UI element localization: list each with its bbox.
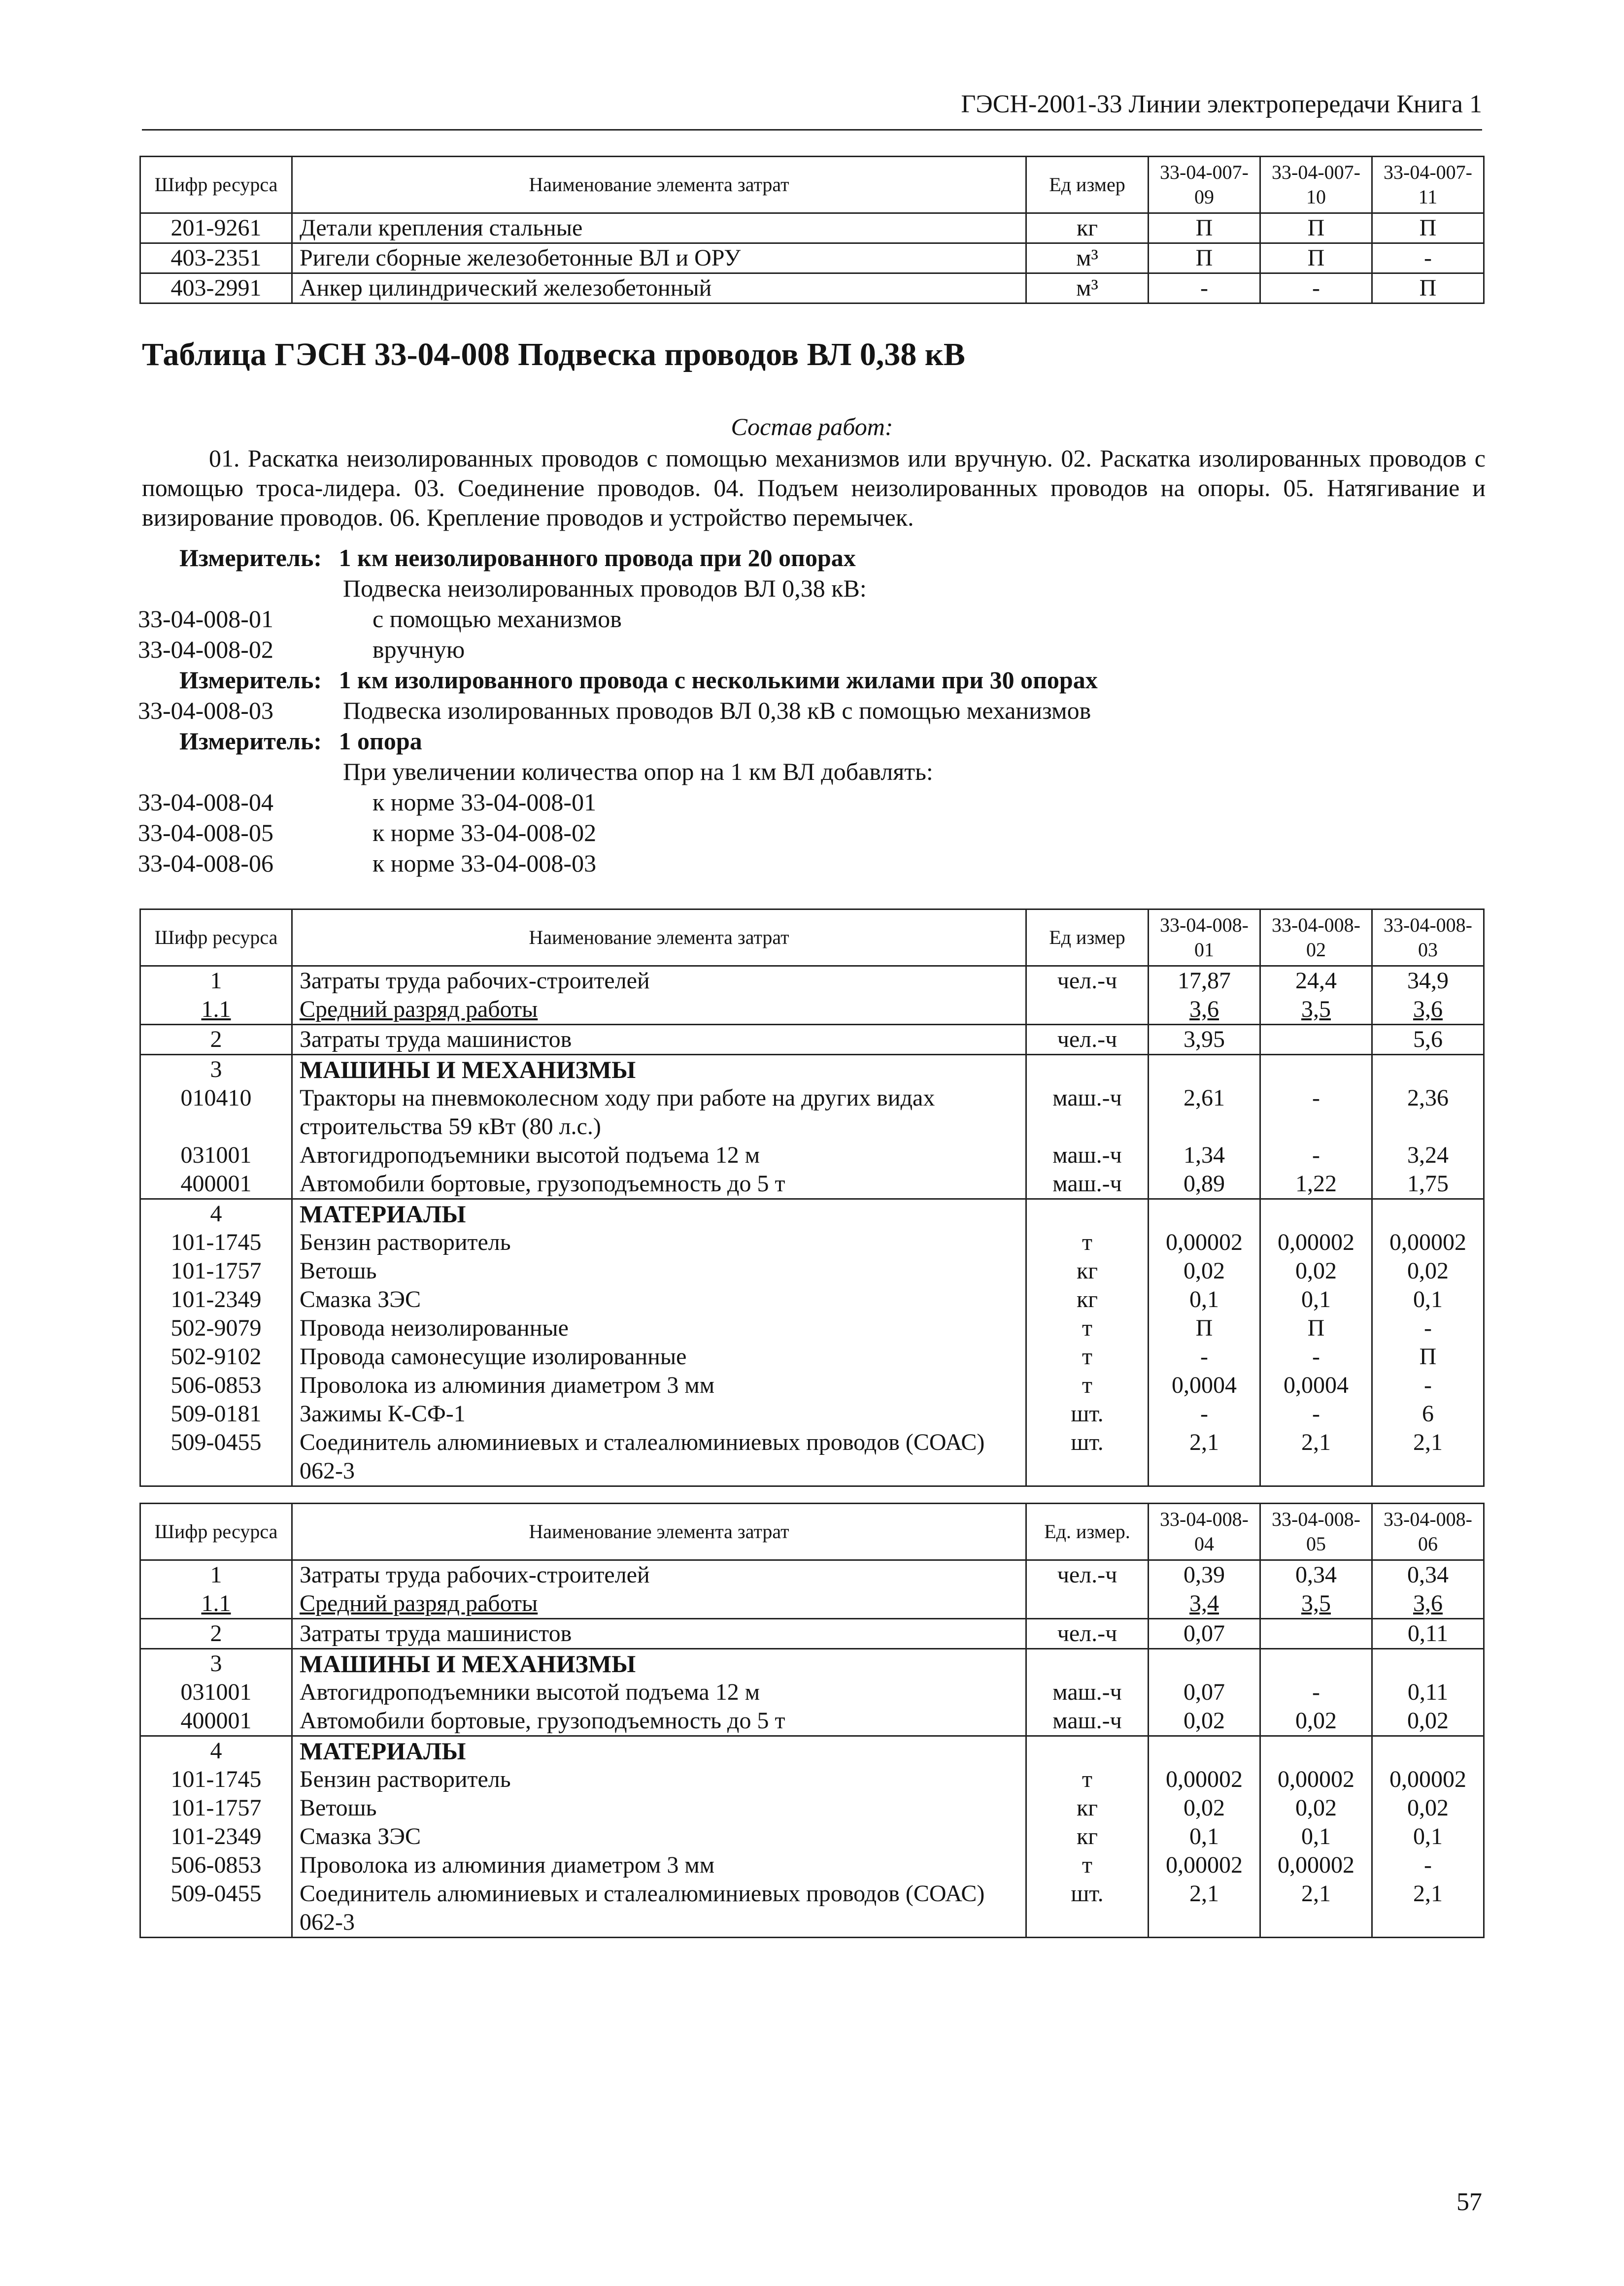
header-rule [142,129,1482,131]
col-header-code: Шифр ресурса [140,157,292,213]
norm-value-cell: 3,24 [1372,1141,1484,1170]
norm-value-cell: 0,00002 [1260,1228,1372,1257]
norm-value-cell: 0,0004 [1260,1371,1372,1400]
norm-value-cell: 17,87 [1149,966,1260,996]
resource-code-cell: 031001 [140,1678,292,1707]
col-header-norm: 33-04-008-02 [1260,909,1372,966]
norm-value-cell: 0,11 [1372,1619,1484,1649]
col-header-norm: 33-04-008-04 [1149,1504,1260,1560]
unit-cell: кг [1026,1285,1149,1314]
resource-name-cell: Тракторы на пневмоколесном ходу при работе на других видах строительства 59 кВт (80 л.с.) [292,1084,1026,1141]
resource-name-cell: МАШИНЫ И МЕХАНИЗМЫ [292,1649,1026,1679]
col-header-norm: 33-04-007-10 [1260,157,1372,213]
table-row [140,1589,1484,1619]
table-row [140,1170,1484,1199]
resource-code-cell: 3 [140,1055,292,1084]
unit-cell: маш.-ч [1026,1084,1149,1141]
running-header: ГЭСН-2001-33 Линии электропередачи Книга 1 [961,90,1482,118]
table-row [140,1794,1484,1822]
resource-name-cell: Соединитель алюминиевых и сталеалюминиевых проводов (СОАС) 062-3 [292,1428,1026,1486]
resource-name-cell: Затраты труда машинистов [292,1025,1026,1055]
norm-description: к норме 33-04-008-02 [372,819,597,846]
norm-value-cell [1260,1736,1372,1766]
norm-code: 33-04-008-03 [138,697,273,724]
table-body [140,966,1484,1486]
norm-value-cell: - [1260,1141,1372,1170]
norm-value-cell: 0,07 [1149,1678,1260,1707]
norm-code: 33-04-008-01 [138,605,273,633]
meter-label: Измеритель: [179,727,322,755]
resource-name-cell: Смазка ЗЭС [292,1822,1026,1851]
norm-value-cell: 0,1 [1260,1285,1372,1314]
group-heading: Подвеска неизолированных проводов ВЛ 0,38 кВ: [343,574,867,602]
col-header-code: Шифр ресурса [140,1504,292,1560]
resource-name-cell: Смазка ЗЭС [292,1285,1026,1314]
resource-name-cell: Провода неизолированные [292,1314,1026,1343]
norm-value-cell: 0,00002 [1372,1228,1484,1257]
norm-value-cell [1372,1199,1484,1229]
unit-cell: шт. [1026,1400,1149,1428]
norm-value-cell: П [1260,243,1372,273]
unit-cell: м³ [1026,273,1149,303]
norm-value-cell: 24,4 [1260,966,1372,996]
resource-name-cell: Автогидроподъемники высотой подъема 12 м [292,1141,1026,1170]
norm-value-cell: - [1260,1084,1372,1141]
norm-value-cell: 2,61 [1149,1084,1260,1141]
table-row [140,1084,1484,1141]
meter-value: 1 км изолированного провода с несколькими жилами при 30 опорах [338,666,1098,694]
norm-value-cell: 3,6 [1372,1589,1484,1619]
norm-value-cell: 0,39 [1149,1560,1260,1590]
unit-cell: чел.-ч [1026,1560,1149,1590]
resource-code-cell: 1 [140,966,292,996]
unit-cell [1026,995,1149,1025]
resource-code-cell: 502-9079 [140,1314,292,1343]
composition-label: Состав работ: [731,413,893,440]
meter-line-1 [179,543,856,572]
norm-description: к норме 33-04-008-03 [372,849,597,877]
table-row [140,1619,1484,1649]
table-row [140,213,1484,243]
norm-value-cell: 0,00002 [1149,1228,1260,1257]
norm-value-cell: 0,07 [1149,1619,1260,1649]
resource-name-cell: Бензин растворитель [292,1228,1026,1257]
table-row [140,1851,1484,1880]
col-header-name: Наименование элемента затрат [292,909,1026,966]
norm-value-cell [1149,1055,1260,1084]
norm-value-cell: 3,6 [1372,995,1484,1025]
unit-cell: т [1026,1851,1149,1880]
norm-value-cell: 2,36 [1372,1084,1484,1141]
col-header-name: Наименование элемента затрат [292,157,1026,213]
unit-cell [1026,1055,1149,1084]
resource-code-cell: 400001 [140,1170,292,1199]
norm-value-cell: 0,11 [1372,1678,1484,1707]
resource-name-cell: Ветошь [292,1794,1026,1822]
norm-value-cell: 0,02 [1149,1707,1260,1736]
resource-code-cell: 101-1745 [140,1765,292,1794]
table-row [140,1371,1484,1400]
resource-code-cell: 1.1 [140,1589,292,1619]
unit-cell: кг [1026,1794,1149,1822]
table-header-row [140,909,1484,966]
norm-value-cell: 0,34 [1372,1560,1484,1590]
table-row [140,1314,1484,1343]
norm-value-cell: 3,5 [1260,1589,1372,1619]
resource-name-cell: МАТЕРИАЛЫ [292,1199,1026,1229]
table-row [140,995,1484,1025]
norm-code: 33-04-008-04 [138,788,273,816]
meter-value: 1 опора [338,727,422,755]
norm-value-cell: - [1149,273,1260,303]
resource-code-cell: 509-0455 [140,1880,292,1938]
norm-value-cell: 2,1 [1372,1880,1484,1938]
norm-value-cell: - [1260,1400,1372,1428]
resource-name-cell: Анкер цилиндрический железобетонный [292,273,1026,303]
norm-value-cell: 0,0004 [1149,1371,1260,1400]
unit-cell [1026,1649,1149,1679]
table-row [140,966,1484,996]
norm-value-cell: П [1260,213,1372,243]
resource-code-cell: 403-2991 [140,273,292,303]
resource-code-cell: 4 [140,1199,292,1229]
table-row [140,1257,1484,1285]
norm-value-cell: 34,9 [1372,966,1484,996]
unit-cell: шт. [1026,1880,1149,1938]
norm-value-cell: 3,4 [1149,1589,1260,1619]
norm-value-cell: П [1260,1314,1372,1343]
norm-value-cell: 0,1 [1149,1822,1260,1851]
col-header-name: Наименование элемента затрат [292,1504,1026,1560]
unit-cell: т [1026,1765,1149,1794]
resource-name-cell: МАТЕРИАЛЫ [292,1736,1026,1766]
resource-name-cell: Затраты труда рабочих-строителей [292,966,1026,996]
norm-value-cell: 1,75 [1372,1170,1484,1199]
unit-cell: кг [1026,1257,1149,1285]
table-row [140,1736,1484,1766]
norm-value-cell: 0,00002 [1149,1851,1260,1880]
norm-value-cell: 3,5 [1260,995,1372,1025]
norm-value-cell: 2,1 [1372,1428,1484,1486]
norm-code: 33-04-008-06 [138,849,273,877]
norm-value-cell [1260,1025,1372,1055]
meter-label: Измеритель: [179,544,322,572]
resource-name-cell: Средний разряд работы [292,1589,1026,1619]
norm-value-cell: - [1372,1851,1484,1880]
resource-code-cell: 101-1757 [140,1257,292,1285]
norm-value-cell: 0,02 [1372,1707,1484,1736]
table-row [140,1765,1484,1794]
norm-value-cell: 0,02 [1149,1794,1260,1822]
col-header-norm: 33-04-008-01 [1149,909,1260,966]
table-row [140,1228,1484,1257]
norm-value-cell: 6 [1372,1400,1484,1428]
norm-value-cell: 5,6 [1372,1025,1484,1055]
resource-name-cell: Ветошь [292,1257,1026,1285]
col-header-unit: Ед измер [1026,909,1149,966]
norm-value-cell: 3,95 [1149,1025,1260,1055]
table-row [140,1678,1484,1707]
norm-value-cell: 0,02 [1260,1707,1372,1736]
table-row [140,1285,1484,1314]
norm-value-cell [1260,1199,1372,1229]
unit-cell: т [1026,1371,1149,1400]
norm-value-cell: 0,1 [1260,1822,1372,1851]
norm-value-cell: 0,1 [1149,1285,1260,1314]
resource-name-cell: Проволока из алюминия диаметром 3 мм [292,1851,1026,1880]
resource-code-cell: 2 [140,1619,292,1649]
norm-value-cell: - [1149,1400,1260,1428]
resource-code-cell: 1.1 [140,995,292,1025]
resource-name-cell: Зажимы К-СФ-1 [292,1400,1026,1428]
resource-table-008-04-06 [139,1503,1485,1938]
norm-value-cell: 0,34 [1260,1560,1372,1590]
table-row [140,1400,1484,1428]
resource-name-cell: Затраты труда рабочих-строителей [292,1560,1026,1590]
table-row [140,1707,1484,1736]
resource-code-cell: 101-2349 [140,1822,292,1851]
norm-value-cell [1372,1055,1484,1084]
table-header-row [140,157,1484,213]
norm-value-cell: П [1372,213,1484,243]
unit-cell [1026,1736,1149,1766]
norm-value-cell: 2,1 [1149,1428,1260,1486]
norm-value-cell: 3,6 [1149,995,1260,1025]
table-row [140,1025,1484,1055]
norm-value-cell: - [1260,1343,1372,1371]
unit-cell: маш.-ч [1026,1707,1149,1736]
unit-cell [1026,1199,1149,1229]
table-title: Таблица ГЭСН 33-04-008 Подвеска проводов ВЛ 0,38 кВ [142,336,965,372]
resource-code-cell: 201-9261 [140,213,292,243]
norm-value-cell: П [1149,1314,1260,1343]
norm-value-cell: - [1372,1314,1484,1343]
norm-value-cell: 0,02 [1372,1794,1484,1822]
norm-description: вручную [372,636,465,663]
page-number: 57 [1456,2188,1482,2216]
unit-cell [1026,1589,1149,1619]
norm-value-cell: - [1260,273,1372,303]
resource-name-cell: Автомобили бортовые, грузоподъемность до 5 т [292,1707,1026,1736]
table-row [140,1199,1484,1229]
resource-name-cell: Провода самонесущие изолированные [292,1343,1026,1371]
unit-cell: кг [1026,213,1149,243]
resource-code-cell: 2 [140,1025,292,1055]
unit-cell: м³ [1026,243,1149,273]
table-body [140,213,1484,303]
table-row [140,273,1484,303]
resource-name-cell: Проволока из алюминия диаметром 3 мм [292,1371,1026,1400]
resource-code-cell: 506-0853 [140,1371,292,1400]
norm-description: Подвеска изолированных проводов ВЛ 0,38 кВ с помощью механизмов [343,697,1091,724]
unit-cell: чел.-ч [1026,1619,1149,1649]
norm-value-cell: 0,00002 [1149,1765,1260,1794]
col-header-code: Шифр ресурса [140,909,292,966]
norm-value-cell [1149,1199,1260,1229]
unit-cell: маш.-ч [1026,1170,1149,1199]
norm-value-cell: 0,02 [1372,1257,1484,1285]
resource-code-cell: 4 [140,1736,292,1766]
col-header-norm: 33-04-008-06 [1372,1504,1484,1560]
norm-description: к норме 33-04-008-01 [372,788,597,816]
norm-value-cell: - [1260,1678,1372,1707]
col-header-unit: Ед измер [1026,157,1149,213]
norm-value-cell: 2,1 [1260,1428,1372,1486]
composition-text: 01. Раскатка неизолированных проводов с помощью механизмов или вручную. 02. Раскатка изолированных проводов с помощью троса-лидера. 03. Соединение проводов. 04. Подъем неизолированных проводов на опоры. 05. Натягивание и визирование проводов. 06. Крепление проводов и устройство перемычек. [142,444,1486,531]
norm-description: с помощью механизмов [372,605,622,633]
unit-cell: маш.-ч [1026,1678,1149,1707]
norm-value-cell: 0,02 [1149,1257,1260,1285]
col-header-norm: 33-04-007-09 [1149,157,1260,213]
meter-line-3 [179,726,422,756]
norm-value-cell: 1,22 [1260,1170,1372,1199]
table-row [140,1822,1484,1851]
norm-value-cell [1260,1649,1372,1679]
unit-cell: кг [1026,1822,1149,1851]
table-row [140,1880,1484,1938]
table-row [140,1055,1484,1084]
norm-value-cell: 2,1 [1149,1880,1260,1938]
meter-label: Измеритель: [179,666,322,694]
norm-code: 33-04-008-02 [138,636,273,663]
norm-value-cell [1260,1055,1372,1084]
norm-value-cell: П [1372,1343,1484,1371]
resource-code-cell: 403-2351 [140,243,292,273]
norm-value-cell: 0,1 [1372,1822,1484,1851]
resource-code-cell: 101-2349 [140,1285,292,1314]
col-header-norm: 33-04-008-03 [1372,909,1484,966]
resource-code-cell: 1 [140,1560,292,1590]
resource-name-cell: Автомобили бортовые, грузоподъемность до 5 т [292,1170,1026,1199]
resource-name-cell: МАШИНЫ И МЕХАНИЗМЫ [292,1055,1026,1084]
table-row [140,1141,1484,1170]
table-row [140,243,1484,273]
col-header-norm: 33-04-007-11 [1372,157,1484,213]
resource-code-cell: 400001 [140,1707,292,1736]
norm-value-cell: 0,02 [1260,1794,1372,1822]
norm-code: 33-04-008-05 [138,819,273,846]
norm-value-cell: П [1149,243,1260,273]
resource-name-cell: Затраты труда машинистов [292,1619,1026,1649]
resource-table-007 [139,156,1485,304]
norm-value-cell: 0,00002 [1260,1851,1372,1880]
unit-cell: маш.-ч [1026,1141,1149,1170]
unit-cell: т [1026,1343,1149,1371]
col-header-unit: Ед. измер. [1026,1504,1149,1560]
norm-value-cell [1372,1649,1484,1679]
unit-cell: шт. [1026,1428,1149,1486]
resource-name-cell: Бензин растворитель [292,1765,1026,1794]
resource-code-cell: 101-1757 [140,1794,292,1822]
resource-code-cell: 509-0455 [140,1428,292,1486]
meter-value: 1 км неизолированного провода при 20 опорах [338,544,856,572]
meter-line-2 [179,665,1098,695]
table-body [140,1560,1484,1938]
norm-value-cell [1260,1619,1372,1649]
unit-cell: т [1026,1228,1149,1257]
table-row [140,1343,1484,1371]
resource-name-cell: Ригели сборные железобетонные ВЛ и ОРУ [292,243,1026,273]
resource-name-cell: Средний разряд работы [292,995,1026,1025]
table-row [140,1649,1484,1679]
norm-value-cell: - [1372,1371,1484,1400]
unit-cell: чел.-ч [1026,1025,1149,1055]
table-header-row [140,1504,1484,1560]
resource-code-cell: 506-0853 [140,1851,292,1880]
table-row [140,1428,1484,1486]
norm-value-cell: 2,1 [1260,1880,1372,1938]
norm-value-cell [1149,1736,1260,1766]
resource-code-cell: 010410 [140,1084,292,1141]
norm-value-cell: 0,89 [1149,1170,1260,1199]
norm-value-cell: 0,02 [1260,1257,1372,1285]
resource-name-cell: Соединитель алюминиевых и сталеалюминиевых проводов (СОАС) 062-3 [292,1880,1026,1938]
group-heading: При увеличении количества опор на 1 км ВЛ добавлять: [343,758,933,785]
norm-value-cell: 0,00002 [1372,1765,1484,1794]
resource-table-008-01-03 [139,908,1485,1487]
unit-cell: чел.-ч [1026,966,1149,996]
resource-code-cell: 502-9102 [140,1343,292,1371]
norm-value-cell: 1,34 [1149,1141,1260,1170]
norm-value-cell [1372,1736,1484,1766]
resource-name-cell: Детали крепления стальные [292,213,1026,243]
norm-value-cell: 0,1 [1372,1285,1484,1314]
resource-code-cell: 101-1745 [140,1228,292,1257]
resource-code-cell: 031001 [140,1141,292,1170]
resource-code-cell: 3 [140,1649,292,1679]
norm-value-cell [1149,1649,1260,1679]
norm-value-cell: П [1372,273,1484,303]
resource-name-cell: Автогидроподъемники высотой подъема 12 м [292,1678,1026,1707]
table-row [140,1560,1484,1590]
norm-value-cell: 0,00002 [1260,1765,1372,1794]
col-header-norm: 33-04-008-05 [1260,1504,1372,1560]
norm-value-cell: П [1149,213,1260,243]
unit-cell: т [1026,1314,1149,1343]
norm-value-cell: - [1372,243,1484,273]
resource-code-cell: 509-0181 [140,1400,292,1428]
norm-value-cell: - [1149,1343,1260,1371]
